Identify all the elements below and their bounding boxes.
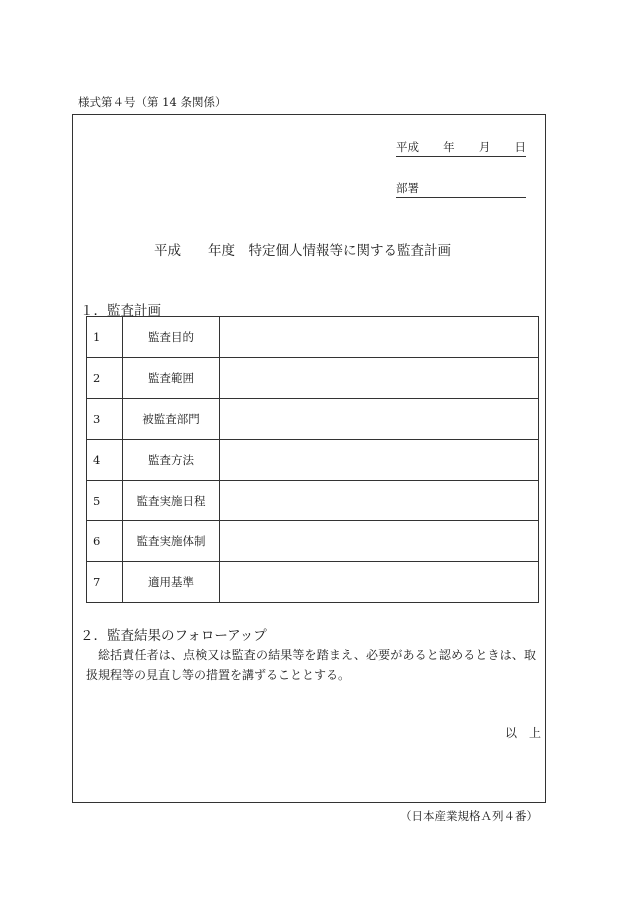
row-value-field[interactable]	[220, 562, 539, 603]
date-line	[396, 139, 526, 157]
paper-size-note: （日本産業規格Ａ列４番）	[400, 809, 538, 823]
row-item-label: 被監査部門	[123, 398, 220, 439]
row-item-label: 監査目的	[123, 317, 220, 358]
row-value-field[interactable]	[220, 357, 539, 398]
document-title: 平成 年度 特定個人情報等に関する監査計画	[154, 243, 451, 259]
row-item-label: 適用基準	[123, 562, 220, 603]
audit-plan-table	[86, 316, 539, 603]
table-row	[87, 317, 539, 358]
date-day: 日	[514, 140, 526, 154]
closing-mark: 以 上	[505, 726, 542, 740]
row-value-field[interactable]	[220, 317, 539, 358]
row-value-field[interactable]	[220, 521, 539, 562]
row-item-label: 監査方法	[123, 439, 220, 480]
date-year: 年	[443, 140, 455, 154]
row-number: 4	[87, 439, 123, 480]
department-line	[396, 180, 526, 198]
row-number: 3	[87, 398, 123, 439]
date-month: 月	[478, 140, 491, 154]
row-value-field[interactable]	[220, 398, 539, 439]
row-value-field[interactable]	[220, 480, 539, 521]
table-row	[87, 480, 539, 521]
department-label: 部署	[396, 181, 419, 195]
date-era: 平成	[396, 140, 419, 154]
row-number: 6	[87, 521, 123, 562]
table-row	[87, 398, 539, 439]
row-item-label: 監査範囲	[123, 357, 220, 398]
section2-body: 総括責任者は、点検又は監査の結果等を踏まえ、必要があると認めるときは、取扱規程等の見直し等の措置を講ずることとする。	[86, 648, 536, 682]
row-number: 7	[87, 562, 123, 603]
table-row	[87, 562, 539, 603]
section2-heading: ２．監査結果のフォローアップ	[80, 628, 267, 644]
row-item-label: 監査実施体制	[123, 521, 220, 562]
row-number: 5	[87, 480, 123, 521]
row-item-label: 監査実施日程	[123, 480, 220, 521]
row-number: 2	[87, 357, 123, 398]
table-row	[87, 439, 539, 480]
table-row	[87, 521, 539, 562]
row-number: 1	[87, 317, 123, 358]
row-value-field[interactable]	[220, 439, 539, 480]
table-row	[87, 357, 539, 398]
section1-heading: １．監査計画	[80, 303, 161, 319]
form-number-label: 様式第４号（第 14 条関係）	[78, 95, 227, 109]
